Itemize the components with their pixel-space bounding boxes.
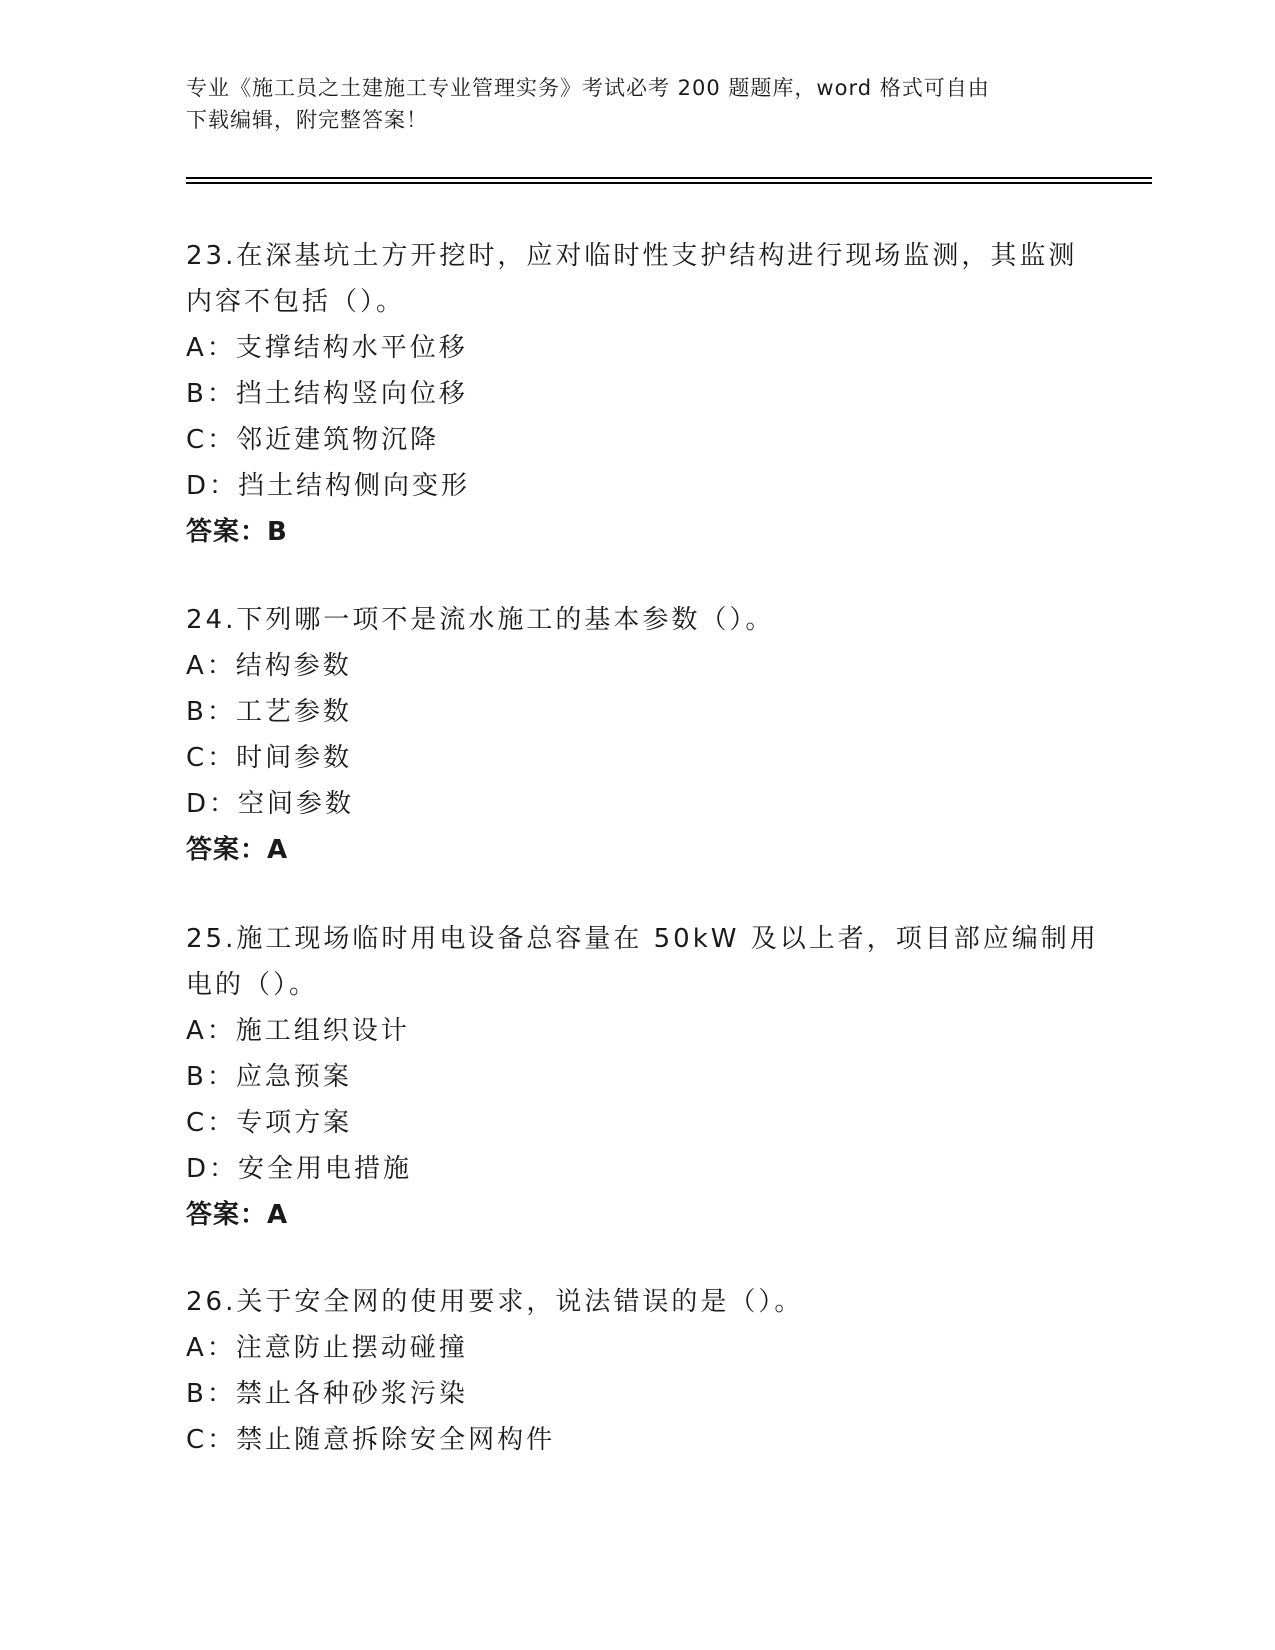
option-a: A：结构参数 xyxy=(186,651,352,681)
option-d: D：安全用电措施 xyxy=(186,1154,413,1184)
question-stem: 23.在深基坑土方开挖时，应对临时性支护结构进行现场监测，其监测 xyxy=(186,241,1078,271)
option-a: A：注意防止摆动碰撞 xyxy=(186,1333,468,1363)
header-line-1: 专业《施工员之土建施工专业管理实务》考试必考 200 题题库，word 格式可自由 xyxy=(186,76,990,100)
question-stem-continued: 电的（）。 xyxy=(186,970,319,1000)
option-b: B：工艺参数 xyxy=(186,697,352,727)
header-divider-bottom xyxy=(186,182,1152,184)
question-24 xyxy=(186,597,1086,873)
question-stem: 25.施工现场临时用电设备总容量在 50kW 及以上者，项目部应编制用 xyxy=(186,924,1099,954)
option-a: A：施工组织设计 xyxy=(186,1016,410,1046)
header-line-2: 下载编辑，附完整答案！ xyxy=(186,108,428,132)
option-a: A：支撑结构水平位移 xyxy=(186,333,468,363)
option-c: C：专项方案 xyxy=(186,1108,353,1138)
answer: 答案：A xyxy=(186,835,289,865)
option-c: C：时间参数 xyxy=(186,743,353,773)
document-header xyxy=(186,72,1066,136)
option-d: D：挡土结构侧向变形 xyxy=(186,471,471,501)
question-stem-continued: 内容不包括（）。 xyxy=(186,287,406,317)
answer: 答案：B xyxy=(186,517,288,547)
answer: 答案：A xyxy=(186,1200,289,1230)
question-26 xyxy=(186,1279,1086,1463)
option-d: D：空间参数 xyxy=(186,789,355,819)
option-b: B：挡土结构竖向位移 xyxy=(186,379,468,409)
question-23 xyxy=(186,233,1086,555)
header-divider-top xyxy=(186,177,1152,179)
option-b: B：禁止各种砂浆污染 xyxy=(186,1379,468,1409)
option-b: B：应急预案 xyxy=(186,1062,352,1092)
option-c: C：禁止随意拆除安全网构件 xyxy=(186,1425,556,1455)
question-25 xyxy=(186,916,1099,1238)
question-stem: 26.关于安全网的使用要求，说法错误的是（）。 xyxy=(186,1287,804,1317)
question-stem: 24.下列哪一项不是流水施工的基本参数（）。 xyxy=(186,605,775,635)
option-c: C：邻近建筑物沉降 xyxy=(186,425,440,455)
